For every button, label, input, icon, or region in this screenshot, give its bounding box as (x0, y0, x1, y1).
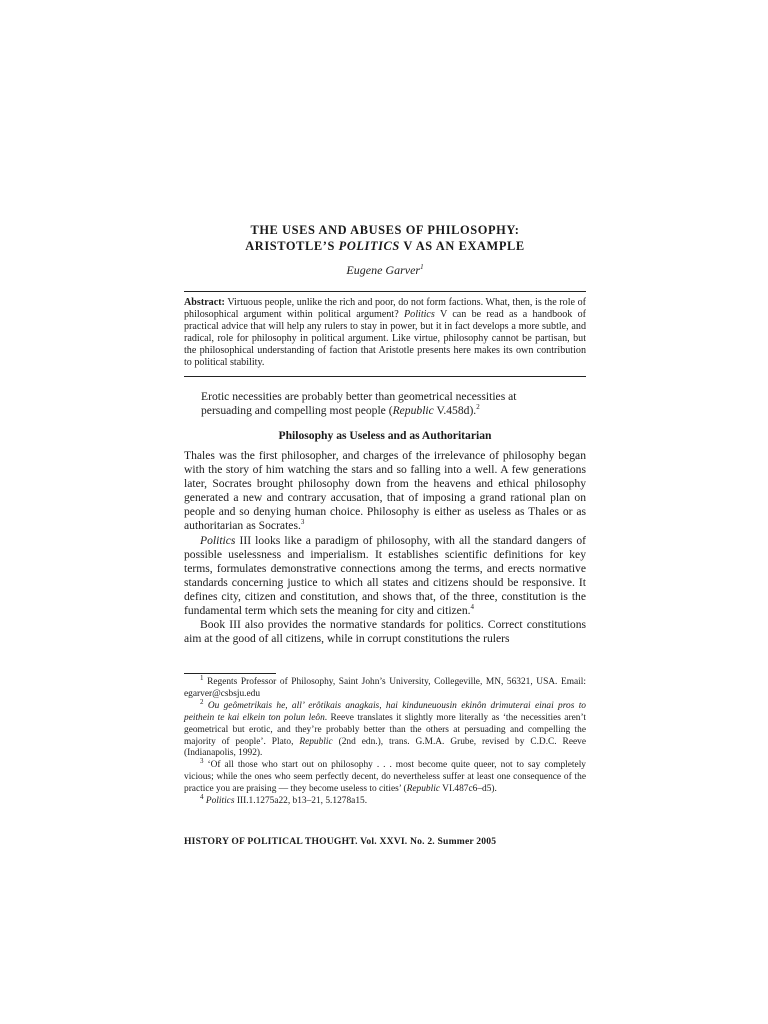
epigraph-footnote-ref[interactable]: 2 (476, 403, 480, 412)
paragraph-2-footnote-ref[interactable]: 4 (470, 603, 475, 612)
footnote-3-number: 3 (200, 757, 204, 766)
abstract-label: Abstract: (184, 297, 225, 308)
epigraph (201, 390, 569, 418)
footnote-1 (184, 673, 586, 701)
abstract-text-2: V can be read as a handbook of practical advice that will help any rulers to stay in power, but it in fact develops a more subtle, and radical, role for philosophy in political argument. Like virtue, philosophy cannot be partisan, but the philosophical understanding of faction that Aristotle presents here makes its own contribution to political stability. (184, 309, 586, 368)
footnote-2-text-b: (2nd edn.), trans. G.M.A. Grube, revised by C.D.C. Reeve (Indianapolis, 1992). (184, 736, 586, 759)
title-line-2-prefix: ARISTOTLE’S (245, 239, 339, 253)
section-heading: Philosophy as Useless and as Authoritarian (278, 429, 492, 442)
footnote-3-text-b: VI.487c6–d5). (440, 784, 497, 795)
footnote-3-republic: Republic (406, 784, 440, 795)
body-text (184, 449, 586, 646)
footnote-1-text: Regents Professor of Philosophy, Saint John’s University, Collegeville, MN, 56321, USA. Email: egarver@csbsju.edu (184, 677, 586, 699)
paragraph-2-italic: Politics (200, 533, 236, 547)
paragraph-1-footnote-ref[interactable]: 3 (300, 518, 305, 527)
footnote-4-number: 4 (200, 792, 204, 801)
footnote-2 (184, 697, 586, 761)
abstract-top-rule (184, 291, 586, 292)
footnote-2-text-a: . Reeve translates it slightly more literally as ‘the necessities aren’t geometrical but erotic, and they’re probably better than the others at persuading and compelling the majority of people’. Plato, (184, 712, 586, 747)
footnote-rule (184, 673, 276, 674)
epigraph-source-rest: V.458d). (433, 404, 477, 417)
footnote-4-politics: Politics (205, 796, 235, 807)
article-title (184, 222, 586, 254)
journal-citation: HISTORY OF POLITICAL THOUGHT. Vol. XXVI. No. 2. Summer 2005 (184, 836, 497, 847)
paragraph-1-text: Thales was the first philosopher, and charges of the irrelevance of philosophy began with the story of him watching the stars and so falling into a well. A few generations later, Socrates brought philosophy down from the heavens and ethical philosophy generated a new and contrary accusation, that of imposing a grand rational plan on people and so denying human choice. Philosophy is either as useless as Thales or as authoritarian as Socrates. (184, 449, 586, 533)
footnote-1-number: 1 (200, 673, 204, 682)
epigraph-source: Republic (392, 404, 434, 417)
title-line-2-suffix: V AS AN EXAMPLE (399, 239, 525, 253)
author-name (184, 263, 586, 278)
paragraph-2 (184, 534, 586, 619)
title-line-1: THE USES AND ABUSES OF PHILOSOPHY: (250, 223, 520, 237)
footnote-4-text: III.1.1275a22, b13–21, 5.1278a15. (234, 796, 368, 807)
footnote-3 (184, 757, 586, 796)
abstract-text-1: Virtuous people, unlike the rich and poor, do not form factions. What, then, is the role of philosophical argument within political argument? (184, 297, 586, 320)
footnote-2-number: 2 (200, 697, 204, 706)
abstract (184, 297, 586, 369)
footnote-3-text-a: ‘Of all those who start out on philosophy . . . most become quite queer, not to say completely vicious; while the ones who seem perfectly decent, do nevertheless suffer at least one consequence of the practice you are praising — they become useless to cities’ ( (184, 760, 586, 795)
footnotes (184, 673, 586, 808)
paragraph-2-text: III looks like a paradigm of philosophy, with all the standard dangers of possible uselessness and imperialism. It establishes scientific definitions for key terms, formulates demonstrative connections among the terms, and erects normative standards concerning justice to which all states and citizens should be responsive. It defines city, citizen and constitution, and shows that, of the three, constitution is the fundamental term which sets the meaning for city and citizen. (184, 533, 586, 618)
epigraph-text: Erotic necessities are probably better than geometrical necessities at persuading and compelling most people ( (201, 390, 517, 417)
author-footnote-ref[interactable]: 1 (420, 263, 424, 271)
abstract-politics-italic: Politics (404, 309, 435, 320)
paragraph-1 (184, 449, 586, 534)
author-text: Eugene Garver (346, 263, 421, 277)
footnote-4 (184, 792, 586, 808)
title-line-2-italic: POLITICS (338, 239, 400, 253)
abstract-bottom-rule (184, 376, 586, 377)
footnote-2-greek: Ou geômetrikais he, all’ erôtikais anagkais, hai kinduneuousin ekinôn drimuterai einai pros to peithein te kai elkein ton polun leôn (184, 700, 586, 723)
title-line-2 (184, 238, 586, 254)
paragraph-3: Book III also provides the normative standards for politics. Correct constitutions aim at the good of all citizens, while in corrupt constitutions the rulers (184, 618, 586, 646)
footnote-2-republic: Republic (299, 736, 333, 747)
